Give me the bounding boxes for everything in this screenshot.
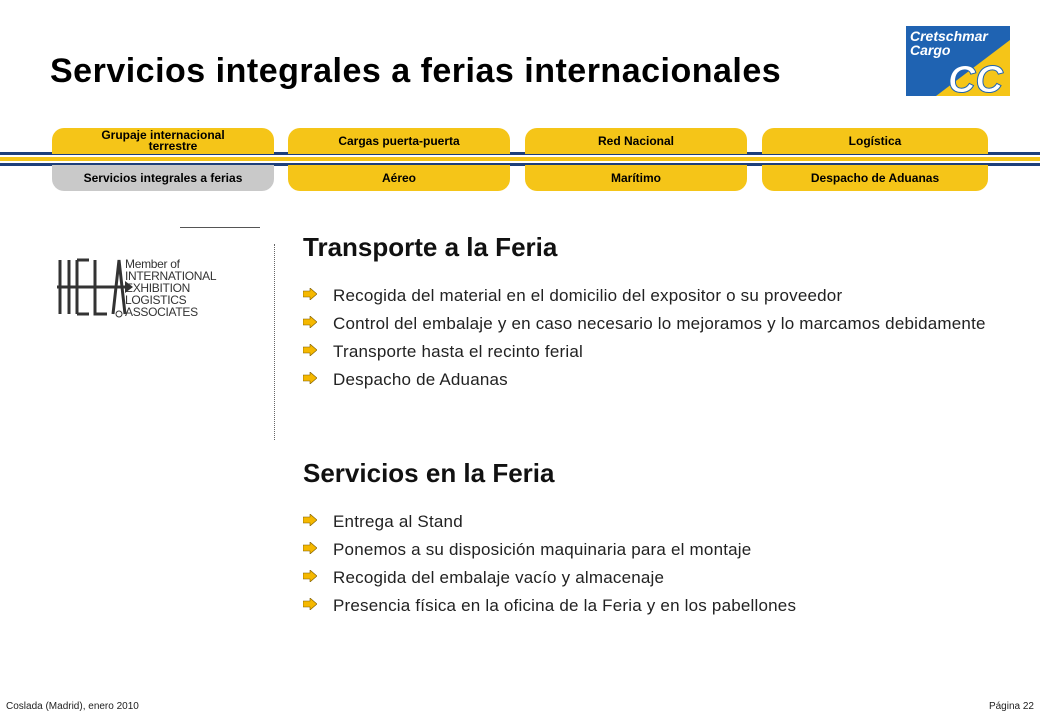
arrow-right-icon [303,288,317,300]
logo-line1: Cretschmar [910,28,988,44]
arrow-right-icon [303,598,317,610]
tab-maritimo[interactable]: Marítimo [525,165,747,191]
iela-line2: INTERNATIONAL [125,269,217,283]
iela-line1: Member of [125,257,180,271]
page-title: Servicios integrales a ferias internacionales [50,52,782,90]
tab-label-line1: Grupaje internacional [101,128,225,142]
arrow-right-icon [303,372,317,384]
arrow-right-icon [303,316,317,328]
list-item [303,314,1003,334]
section-heading-servicios: Servicios en la Feria [303,458,555,488]
tab-aereo[interactable]: Aéreo [288,165,510,191]
dotted-divider [274,244,275,440]
footer-page-number: Página 22 [988,701,1034,712]
divider-line [180,227,260,228]
list-item [303,540,1003,560]
list-item [303,370,1003,390]
tab-red-nacional[interactable]: Red Nacional [525,128,747,154]
logo-text [910,29,988,57]
arrow-right-icon [303,570,317,582]
list-transporte [303,286,1003,398]
tab-cargas-puerta[interactable]: Cargas puerta-puerta [288,128,510,154]
arrow-right-icon [303,344,317,356]
tab-servicios-ferias[interactable]: Servicios integrales a ferias [52,165,274,191]
list-item-text: Transporte hasta el recinto ferial [333,342,583,361]
list-item [303,596,1003,616]
iela-caption [125,258,216,318]
list-item-text: Presencia física en la oficina de la Feria y en los pabellones [333,596,797,615]
tab-despacho-aduanas[interactable]: Despacho de Aduanas [762,165,988,191]
arrow-right-icon [303,542,317,554]
logo-line2: Cargo [910,42,951,58]
list-item-text: Despacho de Aduanas [333,370,508,389]
iela-line4: LOGISTICS [125,293,187,307]
arrow-right-icon [303,514,317,526]
footer-location-date: Coslada (Madrid), enero 2010 [6,701,139,712]
iela-line3: EXHIBITION [125,281,191,295]
tab-grupaje-internacional[interactable] [52,128,274,154]
tab-label-line2: terrestre [148,139,198,153]
tab-logistica[interactable]: Logística [762,128,988,154]
section-heading-transporte: Transporte a la Feria [303,232,558,262]
list-item [303,342,1003,362]
list-servicios [303,512,1003,624]
tabbar-stripe-middle [0,157,1040,161]
list-item [303,286,1003,306]
svg-text:CC: CC [948,59,1003,96]
list-item-text: Recogida del embalaje vacío y almacenaje [333,568,665,587]
list-item-text: Ponemos a su disposición maquinaria para el montaje [333,540,752,559]
list-item-text: Control del embalaje y en caso necesario lo mejoramos y lo marcamos debidamente [333,314,986,333]
list-item [303,512,1003,532]
list-item-text: Recogida del material en el domicilio del expositor o su proveedor [333,286,843,305]
list-item [303,568,1003,588]
list-item-text: Entrega al Stand [333,512,463,531]
cretschmar-cargo-logo [906,26,1010,96]
iela-line5: ASSOCIATES [125,305,198,319]
